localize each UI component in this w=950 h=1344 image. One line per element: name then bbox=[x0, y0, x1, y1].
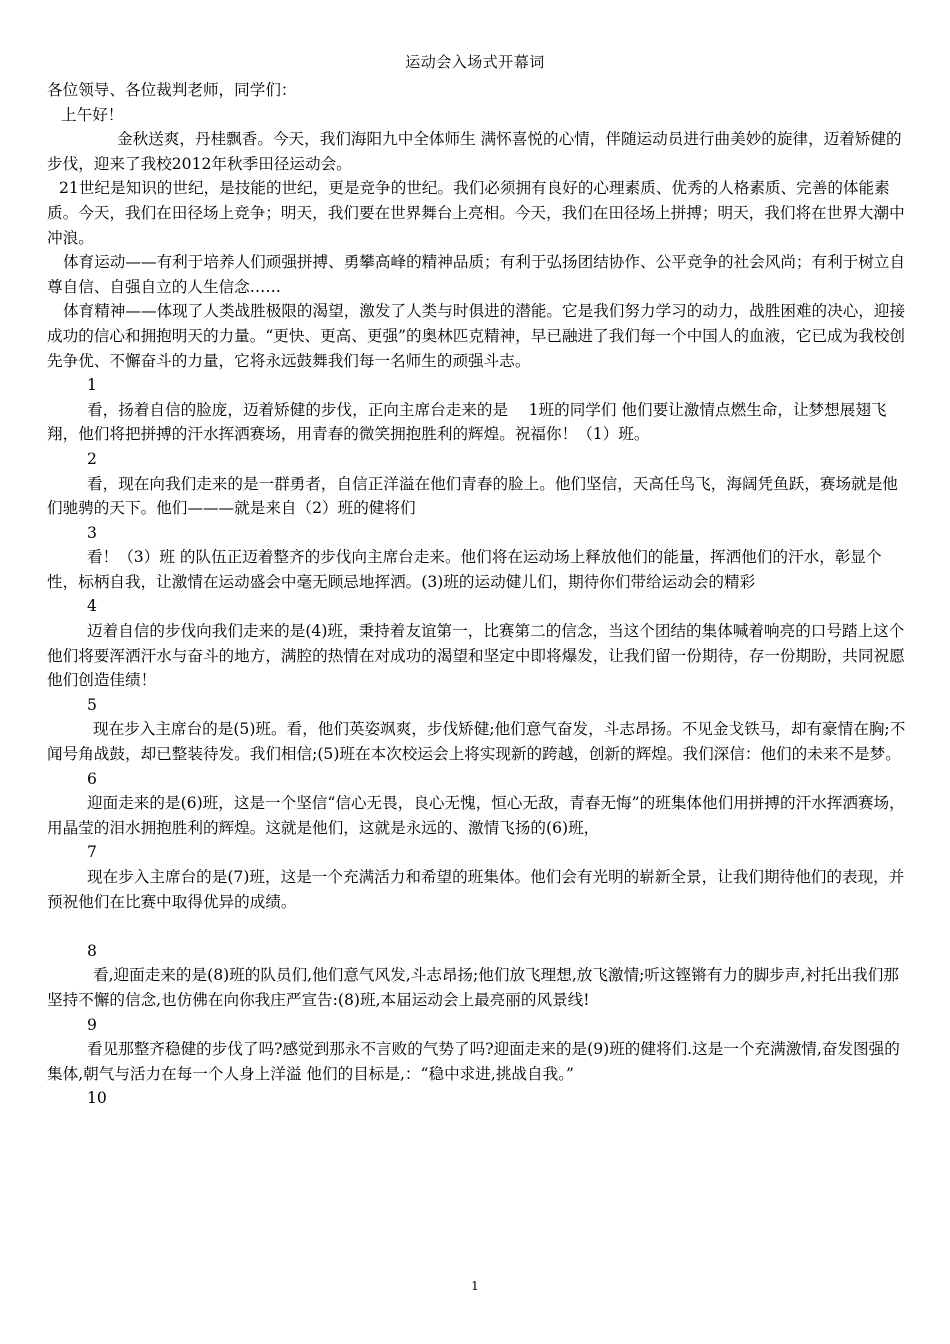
class-paragraph: 迎面走来的是(6)班，这是一个坚信“信心无畏，良心无愧，恒心无敌，青春无悔”的班集体他们用拼搏的汗水挥洒赛场，用晶莹的泪水拥抱胜利的辉煌。这就是他们，这就是永远的、激情飞扬的(6)班， bbox=[47, 794, 905, 837]
class-number: 6 bbox=[87, 769, 97, 788]
document-body bbox=[47, 78, 909, 1111]
page-number: 1 bbox=[471, 1279, 479, 1293]
document-title: 运动会入场式开幕词 bbox=[405, 53, 545, 71]
salutation: 各位领导、各位裁判老师，同学们： bbox=[47, 81, 297, 99]
class-number: 10 bbox=[87, 1089, 107, 1108]
class-number: 8 bbox=[87, 941, 97, 960]
class-number: 7 bbox=[87, 843, 97, 862]
class-paragraph: 迈着自信的步伐向我们走来的是(4)班，秉持着友谊第一，比赛第二的信念，当这个团结的集体喊着响亮的口号踏上这个他们将要浑洒汗水与奋斗的地方，满腔的热情在对成功的渴望和坚定中即将爆发，让我们留一份期待，存一份期盼，共同祝愿他们创造佳绩！ bbox=[47, 622, 905, 690]
class-number: 1 bbox=[87, 376, 97, 395]
class-paragraph: 看,迎面走来的是(8)班的队员们,他们意气风发,斗志昂扬;他们放飞理想,放飞激情;听这铿锵有力的脚步声,衬托出我们那坚持不懈的信念,也仿佛在向你我庄严宣告:(8)班,本届运动会上最亮丽的风景线! bbox=[47, 966, 899, 1009]
class-number: 2 bbox=[87, 449, 97, 468]
class-paragraph: 看，扬着自信的脸庞，迈着矫健的步伐，正向主席台走来的是 1班的同学们 他们要让激情点燃生命，让梦想展翅飞翔，他们将把拼搏的汗水挥洒赛场，用青春的微笑拥抱胜利的辉煌。祝福你！（1）班。 bbox=[47, 400, 887, 444]
class-number: 3 bbox=[87, 523, 97, 542]
class-number: 5 bbox=[87, 695, 97, 714]
blank-line bbox=[47, 914, 909, 939]
class-paragraph: 看，现在向我们走来的是一群勇者，自信正洋溢在他们青春的脸上。他们坚信，天高任鸟飞，海阔凭鱼跃，赛场就是他们驰骋的天下。他们———就是来自（2）班的健将们 bbox=[47, 474, 898, 518]
intro-paragraph: 21世纪是知识的世纪，是技能的世纪，更是竞争的世纪。我们必须拥有良好的心理素质、优秀的人格素质、完善的体能素质。今天，我们在田径场上竞争；明天，我们要在世界舞台上亮相。今天，我们在田径场上拼搏；明天，我们将在世界大潮中冲浪。 bbox=[47, 179, 905, 247]
class-paragraph: 现在步入主席台的是(5)班。看，他们英姿飒爽，步伐矫健;他们意气奋发，斗志昂扬。不见金戈铁马，却有豪情在胸;不闻号角战鼓，却已整装待发。我们相信;(5)班在本次校运会上将实现新的跨越，创新的辉煌。我们深信：他们的未来不是梦。 bbox=[47, 720, 906, 764]
intro-paragraph: 金秋送爽，丹桂飘香。今天，我们海阳九中全体师生 满怀喜悦的心情，伴随运动员进行曲美妙的旋律，迈着矫健的步伐，迎来了我校2012年秋季田径运动会。 bbox=[47, 130, 902, 173]
intro-paragraph: 体育精神——体现了人类战胜极限的渴望，激发了人类与时俱进的潜能。它是我们努力学习的动力，战胜困难的决心，迎接成功的信心和拥抱明天的力量。“更快、更高、更强”的奥林匹克精神，早已融进了我们每一个中国人的血液，它已成为我校创先争优、不懈奋斗的力量，它将永远鼓舞我们每一名师生的顽强斗志。 bbox=[47, 302, 906, 370]
class-number: 4 bbox=[87, 597, 97, 616]
class-paragraph: 看见那整齐稳健的步伐了吗?感觉到那永不言败的气势了吗?迎面走来的是(9)班的健将们.这是一个充满激情,奋发图强的集体,朝气与活力在每一个人身上洋溢 他们的目标是,：“稳中求进,挑战自我。” bbox=[47, 1040, 900, 1083]
class-number: 9 bbox=[87, 1015, 97, 1034]
intro-paragraph: 体育运动——有利于培养人们顽强拼搏、勇攀高峰的精神品质；有利于弘扬团结协作、公平竞争的社会风尚；有利于树立自尊自信、自强自立的人生信念…… bbox=[47, 253, 906, 296]
class-paragraph: 看！（3）班 的队伍正迈着整齐的步伐向主席台走来。他们将在运动场上释放他们的能量，挥洒他们的汗水，彰显个性，标柄自我，让激情在运动盛会中毫无顾忌地挥洒。(3)班的运动健儿们，期待你们带给运动会的精彩 bbox=[47, 548, 882, 591]
greeting: 上午好！ bbox=[61, 105, 124, 124]
class-paragraph: 现在步入主席台的是(7)班，这是一个充满活力和希望的班集体。他们会有光明的崭新全景，让我们期待他们的表现，并预祝他们在比赛中取得优异的成绩。 bbox=[47, 868, 905, 911]
